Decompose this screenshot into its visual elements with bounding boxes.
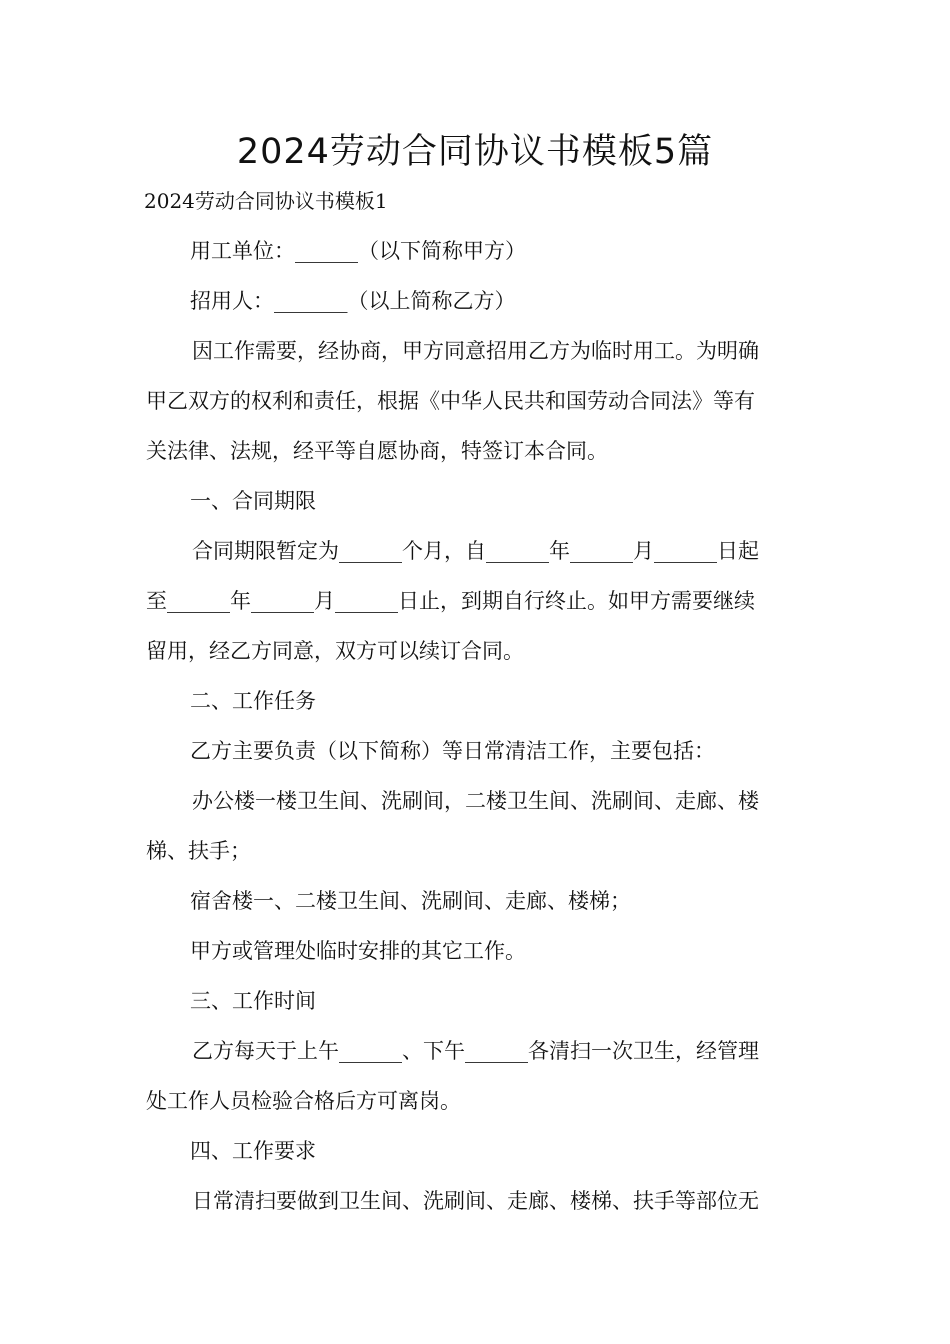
paragraph-line: 关法律、法规，经平等自愿协商，特签订本合同。 xyxy=(146,439,608,463)
paragraph-line: 梯、扶手； xyxy=(146,839,251,863)
document-subtitle: 2024劳动合同协议书模板1 xyxy=(144,189,388,213)
paragraph-line: 乙方主要负责（以下简称）等日常清洁工作，主要包括： xyxy=(190,739,715,763)
paragraph-line: 至______年______月______日止，到期自行终止。如甲方需要继续 xyxy=(146,589,755,613)
section-heading-tasks: 二、工作任务 xyxy=(190,689,316,713)
section-heading-requirements: 四、工作要求 xyxy=(190,1139,316,1163)
paragraph-line: 日常清扫要做到卫生间、洗刷间、走廊、楼梯、扶手等部位无 xyxy=(192,1189,759,1213)
document-title: 2024劳动合同协议书模板5篇 xyxy=(236,132,714,172)
employee-line: 招用人：_______（以上简称乙方） xyxy=(190,289,516,313)
paragraph-line: 甲方或管理处临时安排的其它工作。 xyxy=(190,939,526,963)
paragraph-line: 宿舍楼一、二楼卫生间、洗刷间、走廊、楼梯； xyxy=(190,889,631,913)
paragraph-line: 乙方每天于上午______、下午______各清扫一次卫生，经管理 xyxy=(192,1039,759,1063)
employer-line: 用工单位：______（以下简称甲方） xyxy=(190,239,526,263)
paragraph-line: 处工作人员检验合格后方可离岗。 xyxy=(146,1089,461,1113)
paragraph-line: 合同期限暂定为______个月，自______年______月______日起 xyxy=(192,539,759,563)
paragraph-line: 留用，经乙方同意，双方可以续订合同。 xyxy=(146,639,524,663)
paragraph-line: 甲乙双方的权利和责任，根据《中华人民共和国劳动合同法》等有 xyxy=(146,389,755,413)
paragraph-line: 办公楼一楼卫生间、洗刷间，二楼卫生间、洗刷间、走廊、楼 xyxy=(192,789,759,813)
section-heading-hours: 三、工作时间 xyxy=(190,989,316,1013)
paragraph-line: 因工作需要，经协商，甲方同意招用乙方为临时用工。为明确 xyxy=(192,339,759,363)
section-heading-term: 一、合同期限 xyxy=(190,489,316,513)
